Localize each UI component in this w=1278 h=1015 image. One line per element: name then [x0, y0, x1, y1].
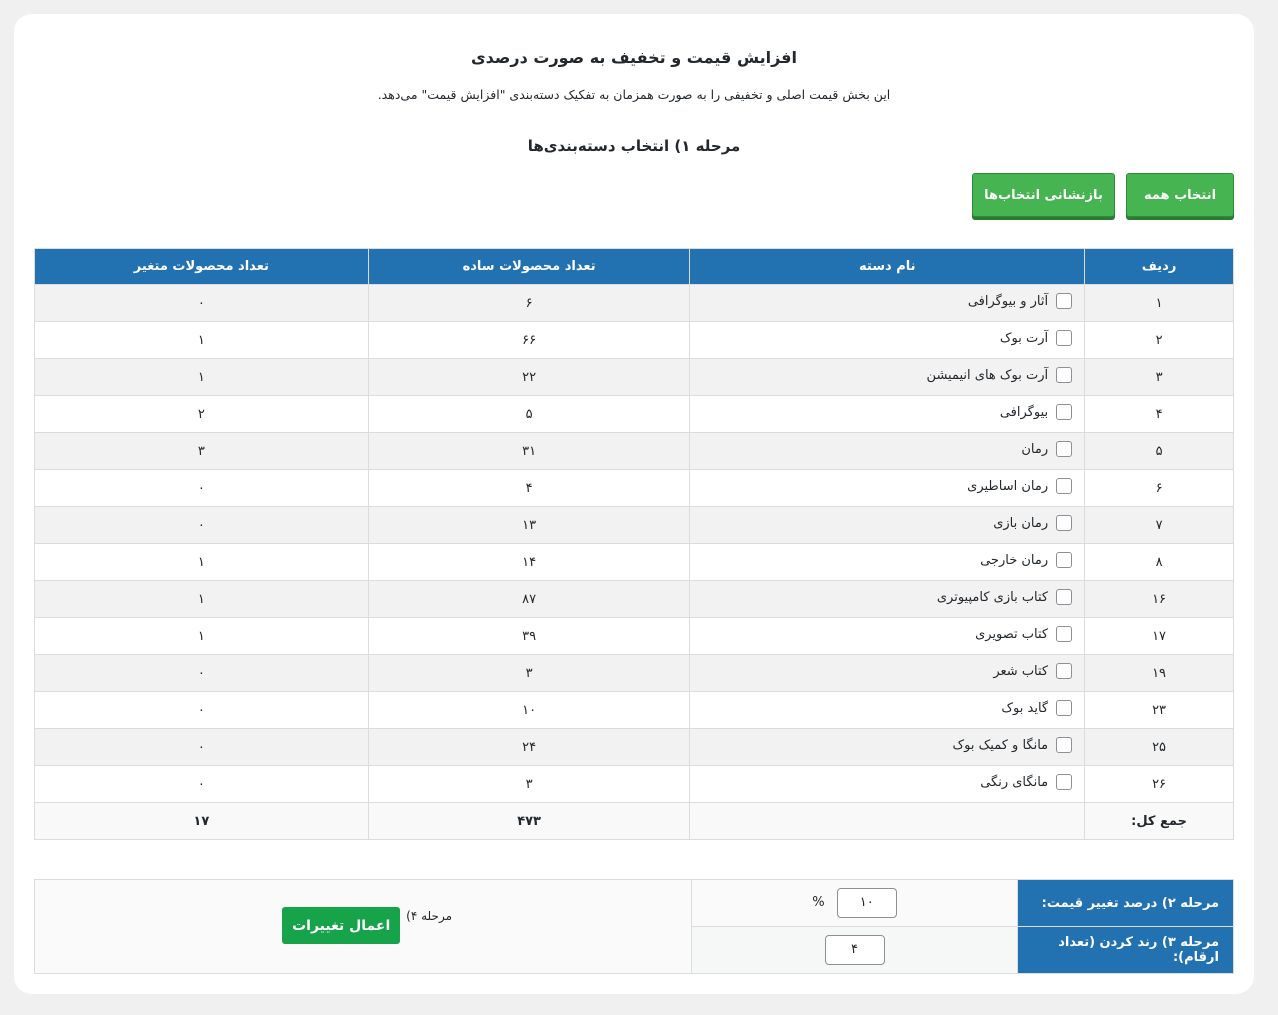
variable-count: ۱	[35, 618, 369, 655]
step2-cell	[692, 880, 1018, 927]
apply-cell	[35, 880, 692, 974]
table-header-row	[35, 249, 1234, 285]
reset-selection-button[interactable]: بازنشانی انتخاب‌ها	[972, 173, 1115, 217]
table-row	[35, 766, 1234, 803]
table-row	[35, 507, 1234, 544]
variable-count: ۱	[35, 322, 369, 359]
table-row	[35, 359, 1234, 396]
col-header-variable-count: تعداد محصولات متغیر	[35, 249, 369, 285]
simple-count: ۱۴	[368, 544, 690, 581]
category-checkbox-label[interactable]	[1001, 700, 1072, 716]
category-name-cell	[690, 359, 1085, 396]
variable-count: ۰	[35, 507, 369, 544]
row-number: ۱۹	[1085, 655, 1234, 692]
category-checkbox-label[interactable]	[967, 478, 1072, 494]
row-number: ۸	[1085, 544, 1234, 581]
step2-label: مرحله ۲) درصد تغییر قیمت:	[1018, 880, 1234, 927]
category-name-cell	[690, 322, 1085, 359]
category-name: کتاب بازی کامپیوتری	[936, 589, 1049, 605]
row-number: ۵	[1085, 433, 1234, 470]
steps-table	[34, 879, 1234, 974]
step3-label: مرحله ۳) رند کردن (تعداد ارقام):	[1018, 927, 1234, 974]
total-row	[35, 803, 1234, 840]
row-number: ۲۳	[1085, 692, 1234, 729]
category-name-cell	[690, 692, 1085, 729]
category-checkbox-label[interactable]	[980, 774, 1072, 790]
category-checkbox[interactable]	[1056, 293, 1072, 309]
rounding-digits-input[interactable]: ۴	[825, 935, 885, 965]
variable-count: ۱	[35, 544, 369, 581]
step4-label: مرحله ۴)	[406, 909, 452, 923]
step3-cell	[692, 927, 1018, 974]
row-number: ۲	[1085, 322, 1234, 359]
category-name: رمان بازی	[993, 515, 1049, 531]
category-name-cell	[690, 544, 1085, 581]
category-name: رمان	[1021, 441, 1049, 457]
category-checkbox[interactable]	[1056, 626, 1072, 642]
category-name-cell	[690, 655, 1085, 692]
category-checkbox-label[interactable]	[1000, 404, 1072, 420]
category-checkbox-label[interactable]	[975, 626, 1072, 642]
category-checkbox-label[interactable]	[1000, 330, 1072, 346]
simple-count: ۵	[368, 396, 690, 433]
category-name-cell	[690, 618, 1085, 655]
category-name: کتاب تصویری	[975, 626, 1049, 642]
simple-count: ۳	[368, 655, 690, 692]
category-name: آرت بوک	[999, 330, 1049, 346]
variable-count: ۰	[35, 470, 369, 507]
category-checkbox-label[interactable]	[927, 367, 1073, 383]
simple-count: ۲۴	[368, 729, 690, 766]
row-number: ۴	[1085, 396, 1234, 433]
table-row	[35, 618, 1234, 655]
page-description: این بخش قیمت اصلی و تخفیفی را به صورت همزمان به تفکیک دسته‌بندی "افزایش قیمت" می‌دهد.	[377, 87, 891, 102]
categories-table	[34, 248, 1234, 840]
row-number: ۳	[1085, 359, 1234, 396]
step1-title: مرحله ۱) انتخاب دسته‌بندی‌ها	[527, 137, 741, 155]
table-row	[35, 396, 1234, 433]
table-row	[35, 692, 1234, 729]
table-row	[35, 322, 1234, 359]
simple-count: ۲۲	[368, 359, 690, 396]
row-number: ۱۷	[1085, 618, 1234, 655]
variable-count: ۰	[35, 285, 369, 322]
percent-input[interactable]: ۱۰	[837, 888, 897, 918]
category-checkbox-label[interactable]	[1021, 441, 1072, 457]
simple-count: ۳	[368, 766, 690, 803]
variable-count: ۱	[35, 359, 369, 396]
category-name: رمان خارجی	[980, 552, 1049, 568]
category-name: رمان اساطیری	[967, 478, 1049, 494]
category-name: بیوگرافی	[999, 404, 1049, 420]
category-checkbox-label[interactable]	[937, 589, 1072, 605]
variable-count: ۰	[35, 692, 369, 729]
apply-changes-button[interactable]: اعمال تغییرات	[282, 907, 400, 944]
simple-count: ۱۰	[368, 692, 690, 729]
simple-count: ۶	[368, 285, 690, 322]
table-row	[35, 581, 1234, 618]
total-variable-count: ۱۷	[35, 803, 369, 840]
category-checkbox-label[interactable]	[993, 663, 1072, 679]
variable-count: ۰	[35, 729, 369, 766]
simple-count: ۱۳	[368, 507, 690, 544]
category-name-cell	[690, 507, 1085, 544]
row-number: ۱	[1085, 285, 1234, 322]
col-header-simple-count: تعداد محصولات ساده	[368, 249, 690, 285]
category-name: گاید بوک	[1001, 700, 1049, 716]
category-name: کتاب شعر	[993, 663, 1049, 679]
category-checkbox-label[interactable]	[980, 552, 1072, 568]
total-simple-count: ۴۷۳	[368, 803, 690, 840]
category-checkbox[interactable]	[1056, 774, 1072, 790]
category-checkbox-label[interactable]	[953, 737, 1073, 753]
variable-count: ۰	[35, 655, 369, 692]
variable-count: ۳	[35, 433, 369, 470]
variable-count: ۰	[35, 766, 369, 803]
main-card	[14, 14, 1254, 994]
page-title: افزایش قیمت و تخفیف به صورت درصدی	[471, 48, 797, 67]
category-name: آرت بوک های انیمیشن	[926, 367, 1049, 383]
category-checkbox[interactable]	[1056, 367, 1072, 383]
category-checkbox-label[interactable]	[993, 515, 1072, 531]
category-checkbox[interactable]	[1056, 663, 1072, 679]
category-checkbox[interactable]	[1056, 515, 1072, 531]
category-name-cell	[690, 766, 1085, 803]
total-label: جمع کل:	[1085, 803, 1234, 840]
row-number: ۱۶	[1085, 581, 1234, 618]
percent-sign: %	[812, 895, 825, 910]
table-row	[35, 470, 1234, 507]
select-all-button[interactable]: انتخاب همه	[1126, 173, 1234, 217]
category-name-cell	[690, 433, 1085, 470]
category-name-cell	[690, 470, 1085, 507]
table-row	[35, 433, 1234, 470]
table-row	[35, 285, 1234, 322]
category-checkbox[interactable]	[1056, 700, 1072, 716]
table-row	[35, 544, 1234, 581]
simple-count: ۶۶	[368, 322, 690, 359]
row-number: ۲۵	[1085, 729, 1234, 766]
category-checkbox-label[interactable]	[968, 293, 1072, 309]
category-name: مانگا و کمیک بوک	[952, 737, 1049, 753]
category-checkbox[interactable]	[1056, 478, 1072, 494]
category-checkbox[interactable]	[1056, 330, 1072, 346]
row-number: ۶	[1085, 470, 1234, 507]
simple-count: ۴	[368, 470, 690, 507]
col-header-category-name: نام دسته	[690, 249, 1085, 285]
total-empty-cell	[690, 803, 1085, 840]
category-name-cell	[690, 285, 1085, 322]
category-name-cell	[690, 581, 1085, 618]
category-checkbox[interactable]	[1056, 737, 1072, 753]
table-row	[35, 655, 1234, 692]
category-name: مانگای رنگی	[980, 774, 1049, 790]
category-checkbox[interactable]	[1056, 589, 1072, 605]
table-row	[35, 729, 1234, 766]
row-number: ۷	[1085, 507, 1234, 544]
category-name-cell	[690, 729, 1085, 766]
simple-count: ۳۹	[368, 618, 690, 655]
category-checkbox[interactable]	[1056, 441, 1072, 457]
row-number: ۲۶	[1085, 766, 1234, 803]
simple-count: ۸۷	[368, 581, 690, 618]
simple-count: ۳۱	[368, 433, 690, 470]
variable-count: ۲	[35, 396, 369, 433]
category-checkbox[interactable]	[1056, 552, 1072, 568]
category-name: آثار و بیوگرافی	[967, 293, 1049, 309]
col-header-row-number: ردیف	[1085, 249, 1234, 285]
variable-count: ۱	[35, 581, 369, 618]
category-checkbox[interactable]	[1056, 404, 1072, 420]
category-name-cell	[690, 396, 1085, 433]
